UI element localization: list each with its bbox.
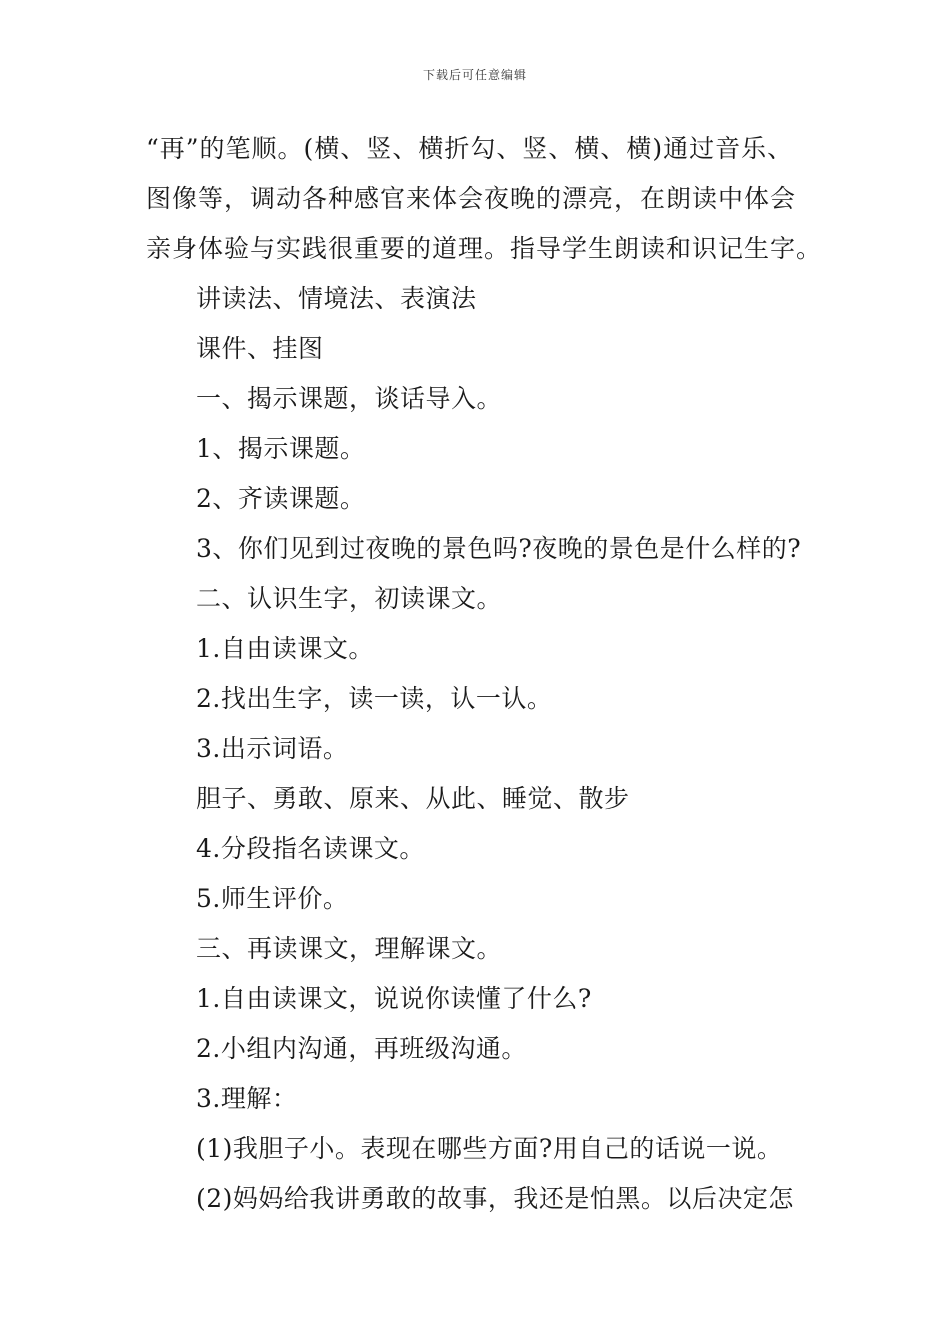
list-item: 2.找出生字，读一读，认一认。 <box>196 684 553 713</box>
intro-line: “再”的笔顺。(横、竖、横折勾、竖、横、横)通过音乐、 <box>146 134 794 163</box>
intro-line: 亲身体验与实践很重要的道理。指导学生朗读和识记生字。 <box>146 234 823 263</box>
teaching-methods: 讲读法、情境法、表演法 <box>196 284 477 313</box>
section-heading-3: 三、再读课文，理解课文。 <box>196 934 503 963</box>
intro-line: 图像等，调动各种感官来体会夜晚的漂亮，在朗读中体会 <box>146 184 797 213</box>
page-header: 下载后可任意编辑 <box>422 68 527 82</box>
list-item: 2.小组内沟通，再班级沟通。 <box>196 1034 527 1063</box>
section-heading-2: 二、认识生字，初读课文。 <box>196 584 503 613</box>
list-item: 1.自由读课文。 <box>196 634 374 663</box>
list-item: 1、揭示课题。 <box>196 434 366 463</box>
sub-item: (1)我胆子小。表现在哪些方面?用自己的话说一说。 <box>196 1134 783 1163</box>
list-item: 4.分段指名读课文。 <box>196 834 425 863</box>
list-item: 2、齐读课题。 <box>196 484 366 513</box>
document-body <box>146 124 826 1224</box>
section-heading-1: 一、揭示课题，谈话导入。 <box>196 384 503 413</box>
list-item: 3.理解： <box>196 1084 298 1113</box>
vocabulary-words: 胆子、勇敢、原来、从此、睡觉、散步 <box>196 784 630 813</box>
sub-item: (2)妈妈给我讲勇敢的故事，我还是怕黑。以后决定怎 <box>196 1184 794 1213</box>
list-item: 3.出示词语。 <box>196 734 349 763</box>
intro-paragraph <box>146 124 826 274</box>
list-item: 3、你们见到过夜晚的景色吗?夜晚的景色是什么样的? <box>196 534 802 563</box>
list-item: 1.自由读课文，说说你读懂了什么? <box>196 984 592 1013</box>
teaching-materials: 课件、挂图 <box>196 334 324 363</box>
list-item: 5.师生评价。 <box>196 884 349 913</box>
